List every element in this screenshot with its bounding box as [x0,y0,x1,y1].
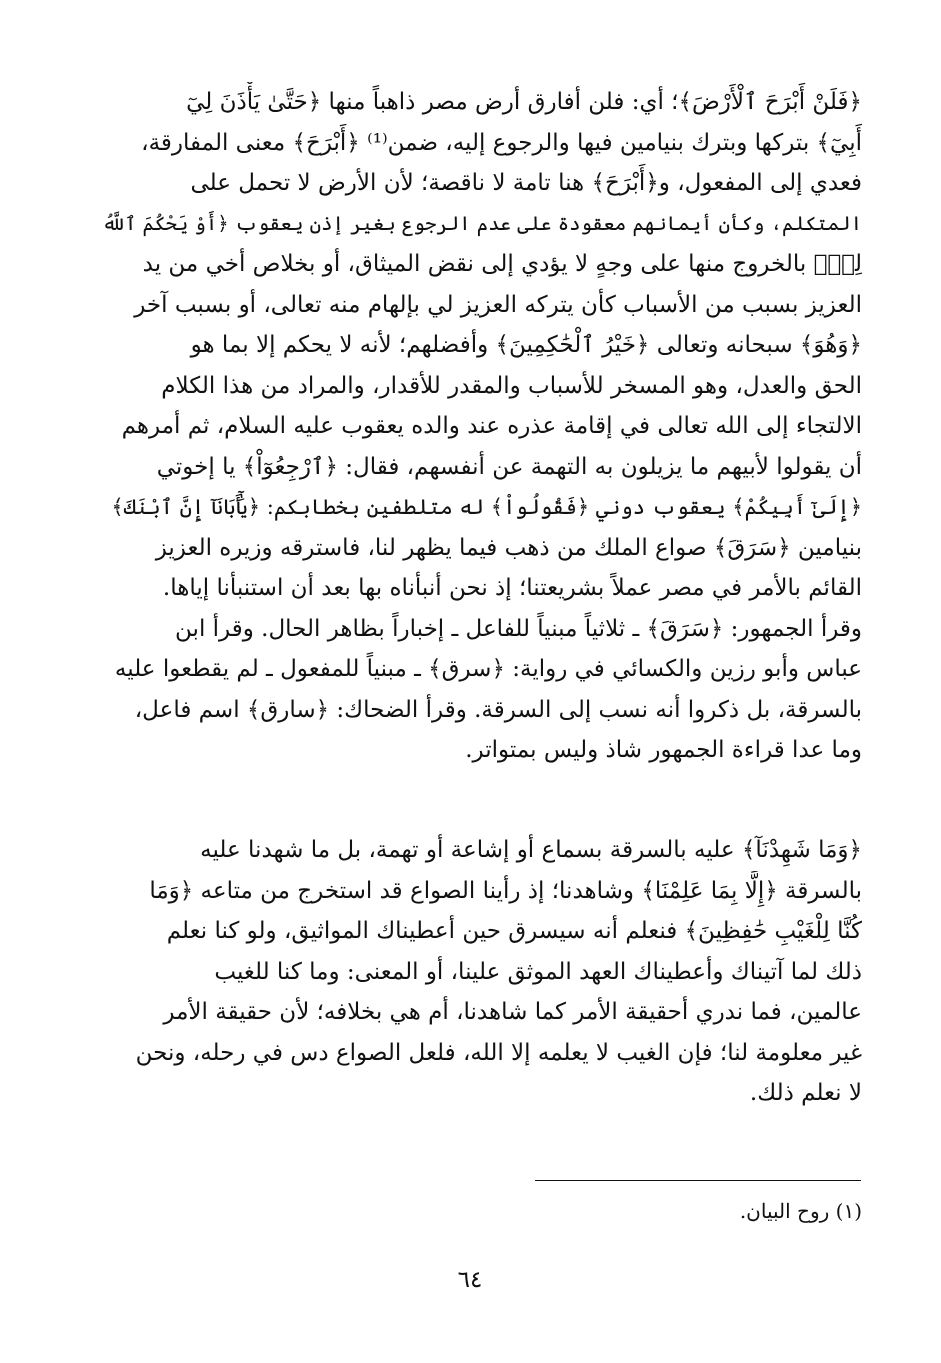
text-line: ﴿فَلَنْ أَبْرَحَ ٱلْأَرْضَ﴾؛ أي: فلن أفارق أرض مصر ذاهباً منها ﴿حَتَّىٰ يَأْذَنَ لِيٓ [186,89,862,115]
text-line: وما عدا قراءة الجمهور شاذ وليس بمتواتر. [465,737,862,763]
text-line: عباس وأبو رزين والكسائي في رواية: ﴿سرق﴾ ـ مبنياً للمفعول ـ لم يقطعوا عليه [114,656,862,682]
text-line: غير معلومة لنا؛ فإن الغيب لا يعلمه إلا الله، فلعل الصواع دس في رحله، ونحن [135,1039,862,1066]
text-line: ﴿إِلَىٰٓ أَبِيكُمْ﴾ يعقوب دوني ﴿فَقُولُواْ﴾ له متلطفين بخطابكم: ﴿يَٰٓأَبَانَآ إِنَّ ٱبْنَكَ﴾ [111,495,862,519]
text-line: كُنَّا لِلْغَيْبِ حَٰفِظِينَ﴾ فنعلم أنه سيسرق حين أعطيناك المواثيق، ولو كنا نعلم [166,918,862,944]
text-line: القائم بالأمر في مصر عملاً بشريعتنا؛ إذ نحن أنبأناه بها بعد أن استنبأنا إياها. [162,575,862,601]
text-line: ذلك لما آتيناك وأعطيناك العهد الموثق علينا، أو المعنى: وما كنا للغيب [214,958,862,985]
text-line: العزيز بسبب من الأسباب كأن يتركه العزيز لي بإلهام منه تعالى، أو بسبب آخر [134,291,862,318]
text-line: أَبِيٓ﴾ بتركها وبترك بنيامين فيها والرجوع إليه، ضمن⁽¹⁾ ﴿أَبْرَحَ﴾ معنى المفارقة، [141,129,862,156]
text-line: ﴿وَمَا شَهِدْنَآ﴾ عليه بالسرقة بسماع أو إشاعة أو تهمة، بل ما شهدنا عليه [200,837,862,863]
text-line: وقرأ الجمهور: ﴿سَرَقَ﴾ ـ ثلاثياً مبنياً للفاعل ـ إخباراً بظاهر الحال. وقرأ ابن [175,615,862,642]
text-line: لا نعلم ذلك. [749,1080,862,1106]
text-line: بالسرقة ﴿إِلَّا بِمَا عَلِمْنَا﴾ وشاهدنا؛ إذ رأينا الصواع قد استخرج من متاعه ﴿وَمَا [149,877,862,904]
footnote-separator [535,1180,861,1181]
paragraph-2 [96,830,862,1114]
text-line: أن يقولوا لأبيهم ما يزيلون به التهمة عن أنفسهم، فقال: ﴿ٱرْجِعُوٓاْ﴾ يا إخوتي [156,453,862,480]
text-line: ﴿وَهُوَ﴾ سبحانه وتعالى ﴿خَيْرُ ٱلْحَٰكِمِينَ﴾ وأفضلهم؛ لأنه لا يحكم إلا بما هو [190,332,862,358]
text-line: الحق والعدل، وهو المسخر للأسباب والمقدر للأقدار، والمراد من هذا الكلام [161,372,862,399]
footnote: (١) روح البيان. [739,1199,862,1223]
page-number: ٦٤ [457,1267,483,1293]
text-line: المتكلم، وكأن أيمانهم معقودة على عدم الرجوع بغير إذن يعقوب ﴿أَوْ يَحْكُمَ ٱللَّهُ [102,211,862,235]
text-line: لِيۖ﴾ بالخروج منها على وجهٍ لا يؤدي إلى نقض الميثاق، أو بخلاص أخي من يد [142,251,862,277]
text-line: عالمين، فما ندري أحقيقة الأمر كما شاهدنا، أم هي بخلافه؛ لأن حقيقة الأمر [163,999,862,1025]
text-line: الالتجاء إلى الله تعالى في إقامة عذره عند والده يعقوب عليه السلام، ثم أمرهم [121,413,862,439]
text-line: بالسرقة، بل ذكروا أنه نسب إلى السرقة. وقرأ الضحاك: ﴿سارق﴾ اسم فاعل، [134,696,862,723]
text-line: فعدي إلى المفعول، و﴿أَبْرَحَ﴾ هنا تامة لا ناقصة؛ لأن الأرض لا تحمل على [190,170,862,196]
paragraph-1 [96,82,862,771]
text-line: بنيامين ﴿سَرَقَ﴾ صواع الملك من ذهب فيما يظهر لنا، فاسترقه وزيره العزيز [155,534,862,561]
